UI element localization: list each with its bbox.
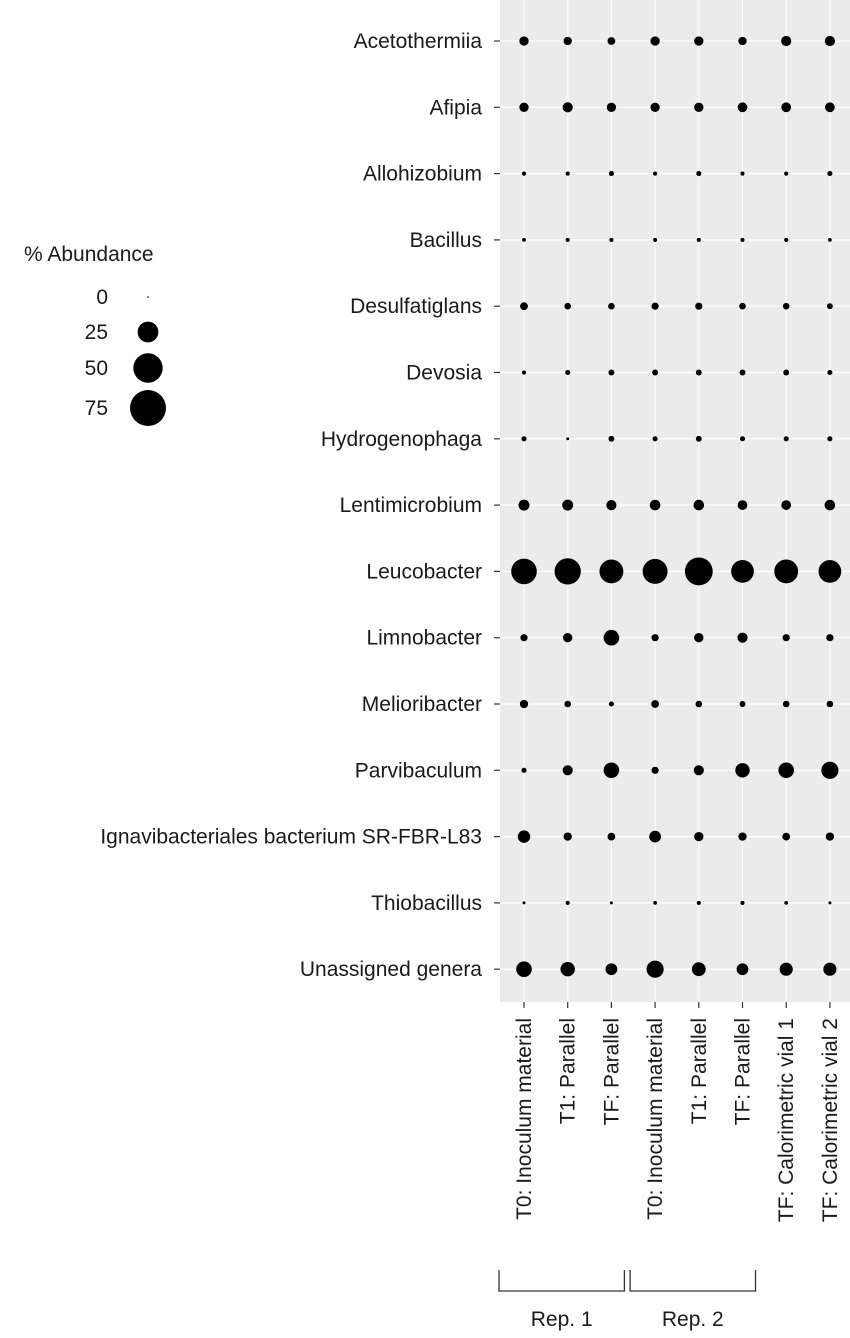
point-acetothermiia-3 (650, 36, 659, 45)
point-unassigned-genera-6 (780, 963, 793, 976)
point-ignavibacteriales-bacterium-sr-fbr-l83-0 (518, 830, 530, 842)
point-limnobacter-0 (520, 634, 527, 641)
point-unassigned-genera-4 (692, 962, 706, 976)
point-thiobacillus-4 (697, 901, 701, 905)
y-tick-label-parvibaculum: Parvibaculum (354, 759, 482, 783)
point-leucobacter-4 (685, 557, 713, 585)
point-parvibaculum-5 (735, 763, 749, 777)
point-leucobacter-6 (774, 559, 798, 583)
legend-key-75 (130, 390, 166, 426)
point-hydrogenophaga-7 (827, 436, 832, 441)
legend-title: % Abundance (24, 243, 154, 266)
point-afipia-4 (694, 103, 703, 112)
point-lentimicrobium-7 (825, 500, 836, 511)
group-label-0: Rep. 1 (530, 1308, 593, 1331)
point-unassigned-genera-3 (647, 961, 664, 978)
y-ticks (100, 30, 500, 981)
point-allohizobium-0 (522, 172, 526, 176)
point-desulfatiglans-0 (520, 302, 528, 310)
point-unassigned-genera-2 (606, 963, 618, 975)
y-tick-label-desulfatiglans: Desulfatiglans (350, 295, 482, 319)
point-unassigned-genera-1 (561, 962, 575, 976)
point-lentimicrobium-0 (519, 500, 530, 511)
point-bacillus-5 (740, 238, 744, 242)
x-tick-label-4: T1: Parallel (687, 1018, 711, 1125)
point-devosia-6 (783, 370, 789, 376)
point-acetothermiia-0 (519, 36, 528, 45)
point-unassigned-genera-0 (516, 961, 532, 977)
point-hydrogenophaga-0 (521, 436, 526, 441)
point-lentimicrobium-4 (694, 500, 705, 511)
point-thiobacillus-1 (566, 901, 570, 905)
point-melioribacter-7 (827, 701, 834, 708)
point-bacillus-0 (522, 238, 526, 242)
point-desulfatiglans-6 (783, 303, 790, 310)
point-parvibaculum-1 (563, 765, 573, 775)
x-tick-label-2: TF: Parallel (600, 1018, 624, 1126)
point-melioribacter-6 (783, 701, 790, 708)
point-afipia-0 (519, 103, 528, 112)
point-thiobacillus-5 (740, 901, 744, 905)
point-limnobacter-5 (737, 633, 747, 643)
point-leucobacter-0 (511, 559, 537, 585)
point-unassigned-genera-5 (737, 963, 749, 975)
y-tick-label-unassigned-genera: Unassigned genera (299, 958, 482, 982)
y-tick-label-thiobacillus: Thiobacillus (371, 891, 482, 915)
y-tick-label-limnobacter: Limnobacter (366, 626, 482, 650)
point-devosia-0 (522, 370, 526, 374)
y-tick-label-ignavibacteriales-bacterium-sr-fbr-l83: Ignavibacteriales bacterium SR-FBR-L83 (100, 825, 482, 849)
point-limnobacter-4 (694, 633, 703, 642)
point-unassigned-genera-7 (823, 963, 836, 976)
point-melioribacter-1 (564, 701, 571, 708)
legend-key-50 (133, 353, 162, 382)
point-parvibaculum-6 (778, 763, 794, 779)
point-allohizobium-6 (784, 172, 788, 176)
point-allohizobium-1 (566, 172, 570, 176)
point-parvibaculum-7 (821, 762, 838, 779)
point-lentimicrobium-5 (738, 500, 748, 510)
x-tick-label-7: TF: Calorimetric vial 2 (818, 1018, 842, 1223)
point-ignavibacteriales-bacterium-sr-fbr-l83-3 (649, 831, 661, 843)
point-lentimicrobium-2 (606, 500, 616, 510)
point-leucobacter-3 (643, 559, 668, 584)
point-leucobacter-7 (819, 560, 842, 583)
y-tick-label-allohizobium: Allohizobium (362, 162, 482, 186)
point-acetothermiia-1 (564, 37, 572, 45)
legend-label-50: 50 (84, 357, 108, 380)
point-hydrogenophaga-3 (653, 436, 658, 441)
y-tick-label-lentimicrobium: Lentimicrobium (339, 494, 482, 518)
point-hydrogenophaga-1 (566, 437, 569, 440)
group-bracket-0 (499, 1270, 624, 1291)
point-ignavibacteriales-bacterium-sr-fbr-l83-5 (738, 832, 746, 840)
point-acetothermiia-6 (781, 36, 791, 46)
point-desulfatiglans-7 (827, 303, 833, 309)
point-devosia-2 (608, 370, 614, 376)
legend-key-25 (138, 322, 159, 343)
x-tick-label-1: T1: Parallel (556, 1018, 580, 1125)
point-acetothermiia-5 (738, 37, 746, 45)
point-allohizobium-3 (653, 172, 657, 176)
size-legend (24, 243, 166, 426)
point-melioribacter-0 (520, 700, 528, 708)
point-bacillus-7 (828, 238, 832, 242)
point-acetothermiia-7 (825, 36, 835, 46)
point-parvibaculum-4 (694, 765, 704, 775)
point-ignavibacteriales-bacterium-sr-fbr-l83-2 (608, 833, 616, 841)
point-lentimicrobium-3 (650, 500, 661, 511)
point-devosia-7 (827, 370, 832, 375)
point-hydrogenophaga-4 (696, 436, 702, 442)
point-melioribacter-5 (740, 701, 746, 707)
legend-label-25: 25 (84, 321, 108, 344)
point-bacillus-4 (697, 238, 701, 242)
point-afipia-6 (781, 102, 791, 112)
point-thiobacillus-3 (653, 901, 657, 905)
point-leucobacter-1 (555, 558, 581, 584)
point-ignavibacteriales-bacterium-sr-fbr-l83-7 (826, 832, 834, 840)
y-tick-label-melioribacter: Melioribacter (361, 693, 482, 716)
point-allohizobium-5 (740, 172, 744, 176)
point-hydrogenophaga-5 (740, 436, 745, 441)
point-afipia-2 (607, 103, 616, 112)
point-melioribacter-4 (696, 701, 703, 708)
x-tick-label-6: TF: Calorimetric vial 1 (775, 1018, 799, 1223)
point-afipia-3 (650, 103, 659, 112)
point-afipia-7 (825, 102, 835, 112)
y-tick-label-acetothermiia: Acetothermiia (353, 30, 482, 53)
point-allohizobium-7 (827, 171, 832, 176)
point-desulfatiglans-3 (652, 303, 659, 310)
point-afipia-5 (738, 102, 748, 112)
legend-label-0: 0 (96, 286, 108, 309)
point-thiobacillus-7 (828, 901, 831, 904)
y-tick-label-devosia: Devosia (406, 361, 482, 385)
point-thiobacillus-2 (610, 901, 613, 904)
group-brackets (499, 1270, 756, 1331)
plot-panel (500, 0, 850, 1002)
point-bacillus-1 (566, 238, 570, 242)
point-ignavibacteriales-bacterium-sr-fbr-l83-4 (694, 832, 703, 841)
point-limnobacter-7 (826, 634, 833, 641)
x-tick-label-0: T0: Inoculum material (513, 1018, 536, 1220)
point-acetothermiia-2 (608, 37, 616, 45)
point-leucobacter-5 (731, 560, 754, 583)
point-melioribacter-2 (609, 701, 614, 706)
point-thiobacillus-0 (523, 901, 526, 904)
group-bracket-1 (630, 1270, 755, 1291)
point-acetothermiia-4 (694, 36, 703, 45)
point-leucobacter-2 (599, 559, 623, 583)
point-allohizobium-4 (696, 171, 701, 176)
point-lentimicrobium-1 (562, 500, 573, 511)
group-label-1: Rep. 2 (661, 1308, 724, 1331)
y-tick-label-bacillus: Bacillus (409, 228, 482, 252)
y-tick-label-leucobacter: Leucobacter (366, 560, 482, 584)
point-limnobacter-3 (652, 634, 659, 641)
point-lentimicrobium-6 (781, 500, 791, 510)
point-limnobacter-1 (563, 633, 572, 642)
point-parvibaculum-0 (521, 768, 526, 773)
x-tick-label-3: T0: Inoculum material (644, 1018, 668, 1220)
legend-key-0 (147, 296, 149, 298)
point-limnobacter-2 (604, 630, 620, 646)
legend-label-75: 75 (84, 397, 108, 420)
point-ignavibacteriales-bacterium-sr-fbr-l83-6 (782, 833, 790, 841)
x-tick-label-5: TF: Parallel (731, 1018, 755, 1126)
point-afipia-1 (563, 102, 573, 112)
point-ignavibacteriales-bacterium-sr-fbr-l83-1 (564, 832, 572, 840)
x-ticks (513, 1002, 842, 1222)
y-tick-label-hydrogenophaga: Hydrogenophaga (320, 427, 482, 451)
point-melioribacter-3 (651, 700, 659, 708)
point-limnobacter-6 (783, 634, 790, 641)
point-thiobacillus-6 (784, 901, 788, 905)
point-hydrogenophaga-2 (608, 436, 614, 442)
point-devosia-1 (565, 370, 570, 375)
point-parvibaculum-2 (604, 763, 620, 779)
point-devosia-3 (652, 370, 658, 376)
point-parvibaculum-3 (652, 767, 659, 774)
point-devosia-4 (696, 370, 702, 376)
point-allohizobium-2 (609, 171, 614, 176)
point-desulfatiglans-1 (564, 303, 571, 310)
point-bacillus-3 (653, 238, 657, 242)
point-bacillus-2 (609, 238, 613, 242)
point-devosia-5 (740, 370, 746, 376)
point-desulfatiglans-4 (695, 303, 702, 310)
point-desulfatiglans-2 (608, 303, 615, 310)
point-hydrogenophaga-6 (784, 436, 789, 441)
point-bacillus-6 (784, 238, 788, 242)
point-desulfatiglans-5 (739, 303, 746, 310)
y-tick-label-afipia: Afipia (429, 96, 482, 120)
